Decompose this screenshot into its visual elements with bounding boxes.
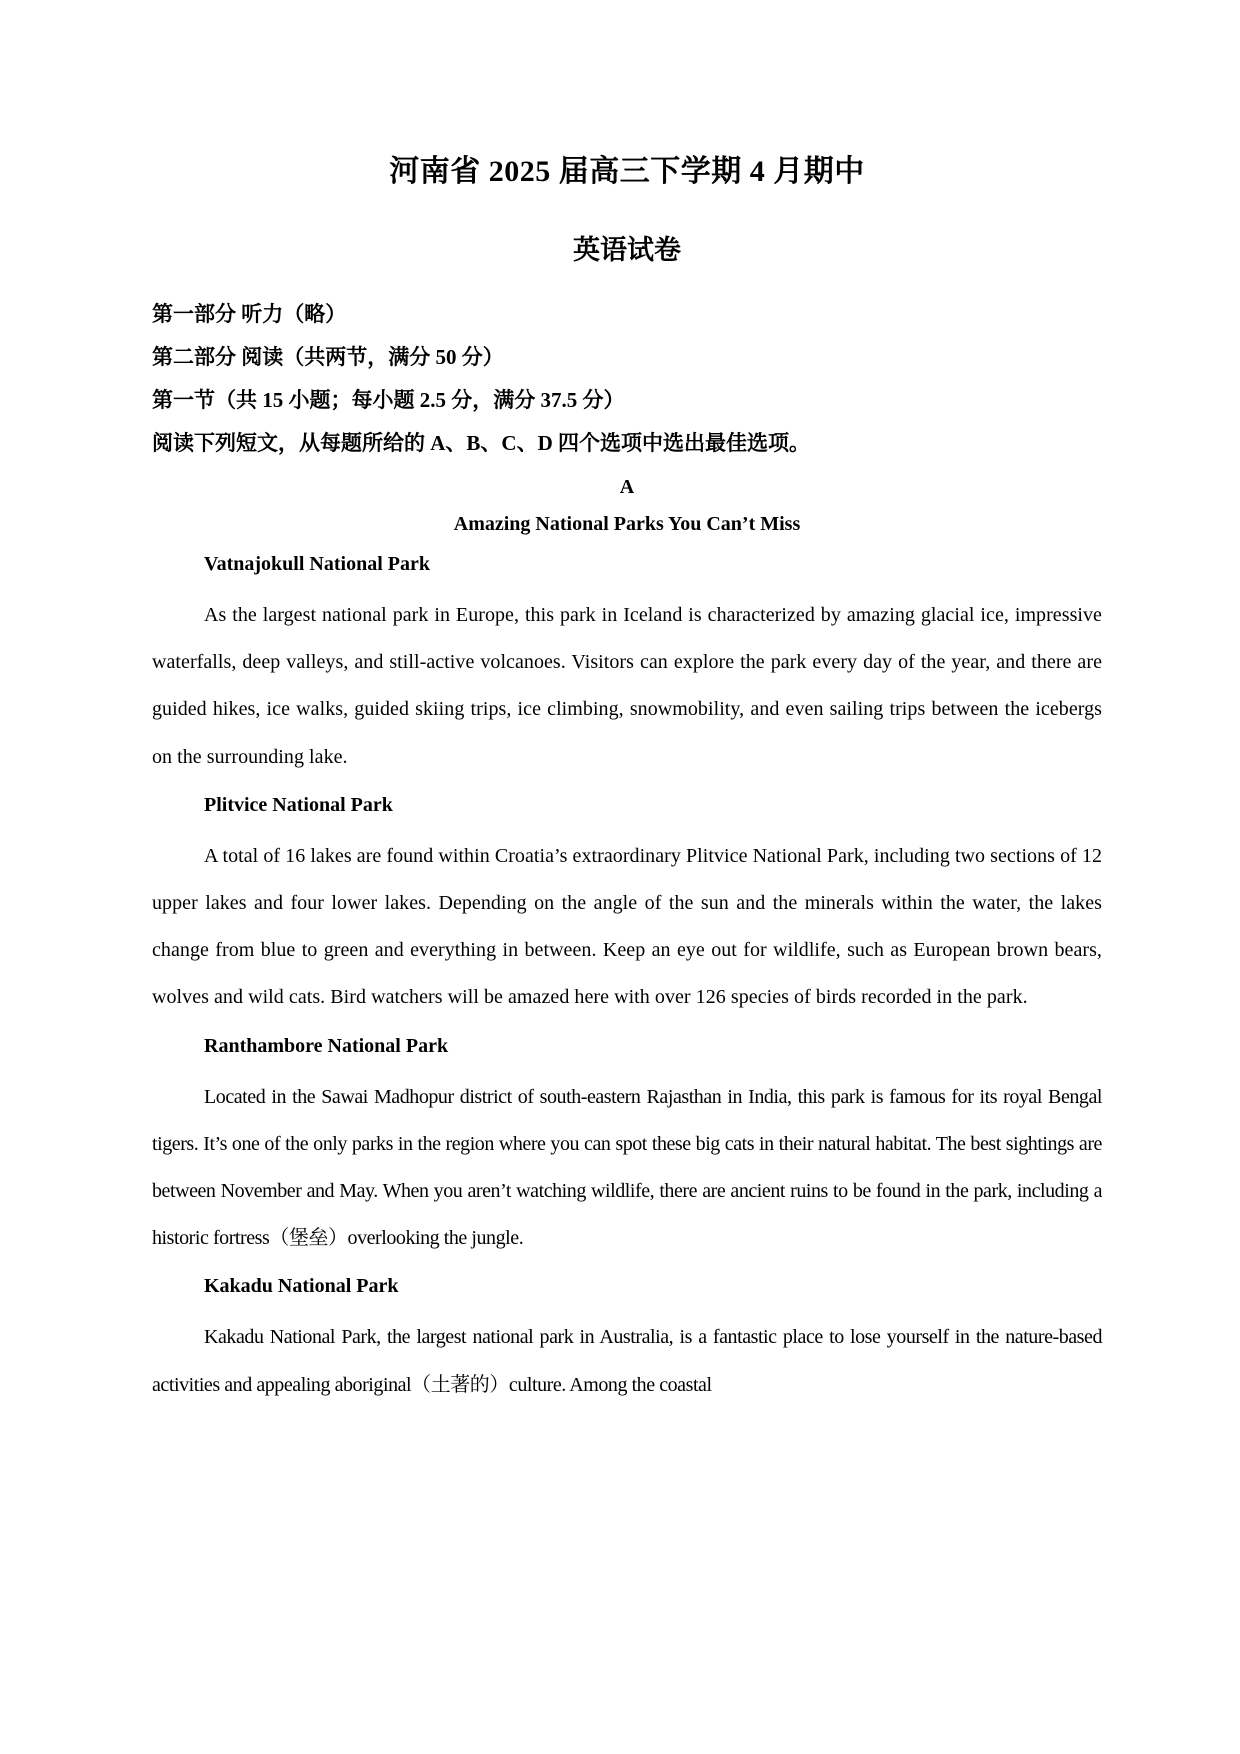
park-body-kakadu: Kakadu National Park, the largest national park in Australia, is a fantastic place to lose yourself in the nature-based activities and appealing aboriginal（土著的）culture. Among the coastal bbox=[152, 1326, 1102, 1396]
instruction-line-choose-best: 阅读下列短文，从每题所给的 A、B、C、D 四个选项中选出最佳选项。 bbox=[152, 431, 811, 456]
document-subtitle: 英语试卷 bbox=[573, 235, 681, 265]
park-body-plitvice: A total of 16 lakes are found within Croatia’s extraordinary Plitvice National Park, including two sections of 12 upper lakes and four lower lakes. Depending on the angle of the sun and the minerals within the water, the lakes change from blue to green and everything in between. Keep an eye out for wildlife, such as European brown bears, wolves and wild cats. Bird watchers will be amazed here with over 126 species of birds recorded in the park. bbox=[152, 844, 1102, 1009]
park-entry-kakadu bbox=[152, 1276, 1102, 1408]
passage-title: Amazing National Parks You Can’t Miss bbox=[453, 513, 801, 536]
document-content bbox=[152, 0, 1102, 1423]
park-heading-plitvice: Plitvice National Park bbox=[204, 793, 393, 816]
park-entry-ranthambore bbox=[152, 1036, 1102, 1263]
section-letter-a: A bbox=[619, 476, 635, 499]
park-heading-kakadu: Kakadu National Park bbox=[204, 1275, 399, 1298]
instructions-block bbox=[152, 304, 1102, 454]
park-heading-ranthambore: Ranthambore National Park bbox=[204, 1034, 449, 1057]
park-entry-plitvice bbox=[152, 795, 1102, 1022]
park-body-ranthambore: Located in the Sawai Madhopur district of south-eastern Rajasthan in India, this park is famous for its royal Bengal tigers. It’s one of the only parks in the region where you can spot these big cats in their natural habitat. The best sightings are between November and May. When you aren’t watching wildlife, there are ancient ruins to be found in the park, including a historic fortress（堡垒）overlooking the jungle. bbox=[152, 1085, 1102, 1250]
page-title: 河南省 2025 届高三下学期 4 月期中 bbox=[389, 155, 865, 188]
park-body-vatnajokull: As the largest national park in Europe, this park in Iceland is characterized by amazing glacial ice, impressive waterfalls, deep valleys, and still-active volcanoes. Visitors can explore the park every day of the year, and there are guided hikes, ice walks, guided skiing trips, ice climbing, snowmobility, and even sailing trips between the icebergs on the surrounding lake. bbox=[152, 604, 1102, 768]
instruction-line-reading: 第二部分 阅读（共两节，满分 50 分） bbox=[152, 345, 504, 370]
instruction-line-listening: 第一部分 听力（略） bbox=[152, 302, 347, 327]
park-heading-vatnajokull: Vatnajokull National Park bbox=[204, 553, 430, 576]
instruction-line-section-one: 第一节（共 15 小题；每小题 2.5 分，满分 37.5 分） bbox=[152, 388, 625, 413]
park-entry-vatnajokull bbox=[152, 554, 1102, 781]
